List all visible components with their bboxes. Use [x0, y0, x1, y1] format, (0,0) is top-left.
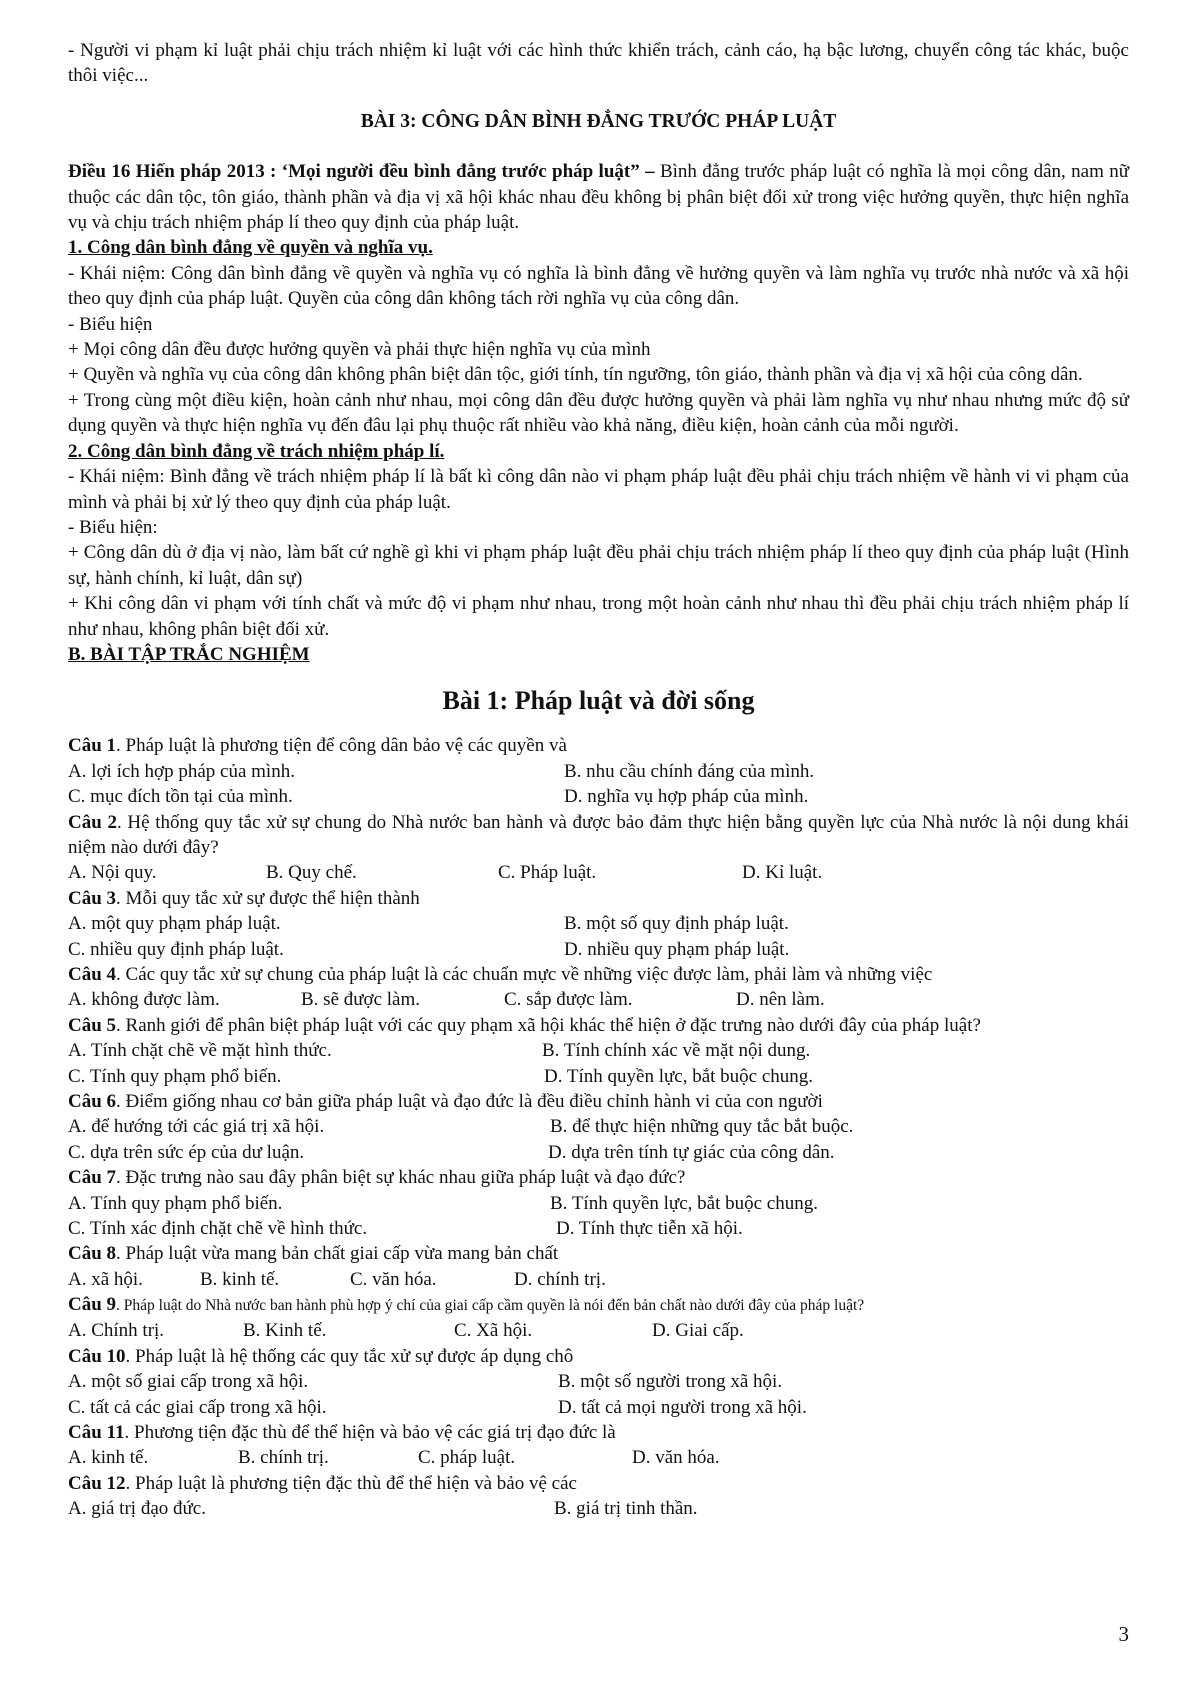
options-row	[68, 1369, 1129, 1394]
question-label: Câu 10	[68, 1345, 126, 1367]
option: D. Tính quyền lực, bắt buộc chung.	[544, 1065, 814, 1087]
article-paragraph	[68, 159, 1129, 235]
option: D. văn hóa.	[632, 1447, 720, 1469]
option: C. Tính xác định chặt chẽ về hình thức.	[68, 1217, 368, 1239]
options-row	[68, 1140, 1129, 1165]
option: A. lợi ích hợp pháp của mình.	[68, 760, 295, 782]
option: C. dựa trên sức ép của dư luận.	[68, 1141, 305, 1163]
option: D. tất cả mọi người trong xã hội.	[558, 1396, 807, 1418]
question-text: Câu 4. Các quy tắc xử sự chung của pháp luật là các chuẩn mực về những việc được làm, phải làm và những việc	[68, 963, 933, 985]
question-text: Câu 7. Đặc trưng nào sau đây phân biệt sự khác nhau giữa pháp luật và đạo đức?	[68, 1167, 686, 1189]
option: D. Tính thực tiễn xã hội.	[556, 1217, 743, 1239]
question-label: Câu 5	[68, 1014, 117, 1036]
option: C. nhiều quy định pháp luật.	[68, 938, 284, 960]
option: A. một quy phạm pháp luật.	[68, 913, 281, 935]
option: B. sẽ được làm.	[301, 989, 421, 1011]
page-number: 3	[1118, 1622, 1129, 1646]
option: D. chính trị.	[514, 1268, 606, 1290]
article-text: Bình đẳng trước pháp luật có nghĩa là mọi công dân, nam nữ thuộc các dân tộc, tôn giáo, thành phần và địa vị xã hội khác nhau đều không bị phân biệt đối xử trong việc hưởng quyền, thực hiện nghĩa vụ và chịu trách nhiệm pháp lí theo quy định của pháp luật.	[68, 161, 1129, 234]
option: B. Tính quyền lực, bắt buộc chung.	[550, 1192, 818, 1214]
option: A. để hướng tới các giá trị xã hội.	[68, 1116, 325, 1138]
question-text: Câu 8. Pháp luật vừa mang bản chất giai cấp vừa mang bản chất	[68, 1243, 559, 1265]
section2-line: - Khái niệm: Bình đẳng về trách nhiệm pháp lí là bất kì công dân nào vi phạm pháp luật đều phải chịu trách nhiệm về hành vi vi phạm của mình và phải bị xử lý theo quy định của pháp luật.	[68, 466, 1129, 513]
options-row	[68, 1114, 1129, 1139]
option: B. chính trị.	[238, 1447, 329, 1469]
option: A. không được làm.	[68, 989, 220, 1011]
section1-line: - Biểu hiện	[68, 313, 153, 335]
option: A. một số giai cấp trong xã hội.	[68, 1371, 309, 1393]
option: A. Tính chặt chẽ về mặt hình thức.	[68, 1040, 332, 1062]
options-row	[68, 987, 1129, 1012]
option: A. xã hội.	[68, 1268, 143, 1290]
options-row	[68, 1191, 1129, 1216]
options-row	[68, 911, 1129, 936]
option: A. Chính trị.	[68, 1320, 165, 1342]
option: B. Tính chính xác về mặt nội dung.	[542, 1040, 811, 1062]
question-label: Câu 4	[68, 963, 117, 985]
section2-line: - Biểu hiện:	[68, 516, 158, 538]
question-label: Câu 12	[68, 1472, 126, 1494]
option: A. giá trị đạo đức.	[68, 1498, 206, 1520]
options-row	[68, 860, 1129, 885]
question-text: Câu 1. Pháp luật là phương tiện để công dân bảo vệ các quyền và	[68, 735, 567, 757]
option: D. Kỉ luật.	[742, 862, 823, 884]
intro-paragraph: - Người vi phạm kỉ luật phải chịu trách nhiệm kỉ luật với các hình thức khiển trách, cảnh cáo, hạ bậc lương, chuyển công tác khác, buộc thôi việc...	[68, 40, 1129, 87]
options-row	[68, 937, 1129, 962]
option: B. một số quy định pháp luật.	[564, 913, 789, 935]
option: B. giá trị tinh thần.	[554, 1498, 698, 1520]
question-label: Câu 1	[68, 735, 117, 757]
option: B. kinh tế.	[200, 1268, 280, 1290]
section1-line: - Khái niệm: Công dân bình đẳng về quyền và nghĩa vụ có nghĩa là bình đẳng về hưởng quyền và làm nghĩa vụ trước nhà nước và xã hội theo quy định của pháp luật. Quyền của công dân không tách rời nghĩa vụ của công dân.	[68, 262, 1129, 310]
question-label: Câu 6	[68, 1090, 117, 1112]
option: D. Giai cấp.	[652, 1320, 744, 1342]
section1-heading: 1. Công dân bình đẳng về quyền và nghĩa vụ.	[68, 237, 433, 259]
option: B. để thực hiện những quy tắc bắt buộc.	[550, 1116, 854, 1138]
options-row	[68, 759, 1129, 784]
options-row	[68, 1395, 1129, 1420]
question-label: Câu 3	[68, 887, 117, 909]
question-text: Câu 12. Pháp luật là phương tiện đặc thù để thể hiện và bảo vệ các	[68, 1472, 577, 1494]
option: C. Pháp luật.	[498, 862, 597, 884]
option: C. mục đích tồn tại của mình.	[68, 786, 293, 808]
option: D. dựa trên tính tự giác của công dân.	[548, 1141, 835, 1163]
section2-line: + Khi công dân vi phạm với tính chất và mức độ vi phạm như nhau, trong một hoàn cảnh như nhau thì đều phải chịu trách nhiệm pháp lí như nhau, không phân biệt đối xử.	[68, 593, 1129, 640]
option: C. văn hóa.	[350, 1268, 437, 1290]
options-row	[68, 1038, 1129, 1063]
question-text: Câu 6. Điểm giống nhau cơ bản giữa pháp luật và đạo đức là đều điều chỉnh hành vi của con người	[68, 1090, 823, 1112]
question-label: Câu 7	[68, 1167, 117, 1189]
options-row	[68, 784, 1129, 809]
option: A. Nội quy.	[68, 862, 157, 884]
options-row	[68, 1318, 1129, 1343]
section1-line: + Mọi công dân đều được hưởng quyền và phải thực hiện nghĩa vụ của mình	[68, 339, 651, 361]
section1-line: + Trong cùng một điều kiện, hoàn cảnh như nhau, mọi công dân đều được hưởng quyền và phải làm nghĩa vụ như nhau nhưng mức độ sử dụng quyền và thực hiện nghĩa vụ đến đâu lại phụ thuộc rất nhiều vào khả năng, điều kiện, hoàn cảnh của mỗi người.	[68, 389, 1129, 437]
question-label: Câu 2	[68, 811, 117, 833]
options-row	[68, 1216, 1129, 1241]
section2-line: + Công dân dù ở địa vị nào, làm bất cứ nghề gì khi vi phạm pháp luật đều phải chịu trách nhiệm pháp lí theo quy định của pháp luật (Hình sự, hành chính, kỉ luật, dân sự)	[68, 542, 1129, 589]
question-label: Câu 11	[68, 1422, 125, 1444]
option: C. sắp được làm.	[504, 989, 633, 1011]
question-text: Câu 5. Ranh giới để phân biệt pháp luật với các quy phạm xã hội khác thể hiện ở đặc trưng nào dưới đây của pháp luật?	[68, 1014, 981, 1036]
question-label: Câu 8	[68, 1243, 117, 1265]
question-text: Câu 2. Hệ thống quy tắc xử sự chung do Nhà nước ban hành và được bảo đảm thực hiện bằng quyền lực của Nhà nước là nội dung khái niệm nào dưới đây?	[68, 811, 1129, 858]
section1-line: + Quyền và nghĩa vụ của công dân không phân biệt dân tộc, giới tính, tín ngưỡng, tôn giáo, thành phần và địa vị xã hội của công dân.	[68, 364, 1083, 386]
question-text: Câu 11. Phương tiện đặc thù để thể hiện và bảo vệ các giá trị đạo đức là	[68, 1422, 616, 1444]
partB-heading: B. BÀI TẬP TRẮC NGHIỆM	[68, 643, 310, 665]
option: C. Tính quy phạm phổ biến.	[68, 1065, 282, 1087]
lesson1-title: Bài 1: Pháp luật và đời sống	[442, 686, 755, 716]
question-text: Câu 9. Pháp luật do Nhà nước ban hành phù hợp ý chí của giai cấp cầm quyền là nói đến bản chất nào dưới đây của pháp luật?	[68, 1294, 865, 1316]
option: B. một số người trong xã hội.	[558, 1371, 783, 1393]
option: A. Tính quy phạm phổ biến.	[68, 1192, 283, 1214]
option: D. nhiều quy phạm pháp luật.	[564, 938, 790, 960]
option: C. Xã hội.	[454, 1320, 533, 1342]
option: D. nên làm.	[736, 989, 825, 1011]
question-label: Câu 9	[68, 1294, 117, 1316]
option: D. nghĩa vụ hợp pháp của mình.	[564, 786, 809, 808]
options-row	[68, 1496, 1129, 1521]
question-text: Câu 10. Pháp luật là hệ thống các quy tắc xử sự được áp dụng chô	[68, 1345, 574, 1367]
option: B. Quy chế.	[266, 862, 357, 884]
question-text: Câu 3. Mỗi quy tắc xử sự được thể hiện thành	[68, 887, 420, 909]
option: B. nhu cầu chính đáng của mình.	[564, 760, 815, 782]
options-row	[68, 1267, 1129, 1292]
option: C. pháp luật.	[418, 1447, 516, 1469]
section2-heading: 2. Công dân bình đẳng về trách nhiệm pháp lí.	[68, 440, 445, 462]
option: B. Kinh tế.	[243, 1320, 327, 1342]
option: C. tất cả các giai cấp trong xã hội.	[68, 1396, 327, 1418]
options-row	[68, 1064, 1129, 1089]
article-bold: Điều 16 Hiến pháp 2013 : ‘Mọi người đều bình đẳng trước pháp luật” –	[68, 161, 655, 183]
option: A. kinh tế.	[68, 1447, 149, 1469]
lesson3-title: BÀI 3: CÔNG DÂN BÌNH ĐẲNG TRƯỚC PHÁP LUẬT	[360, 110, 837, 132]
options-row	[68, 1445, 1129, 1470]
